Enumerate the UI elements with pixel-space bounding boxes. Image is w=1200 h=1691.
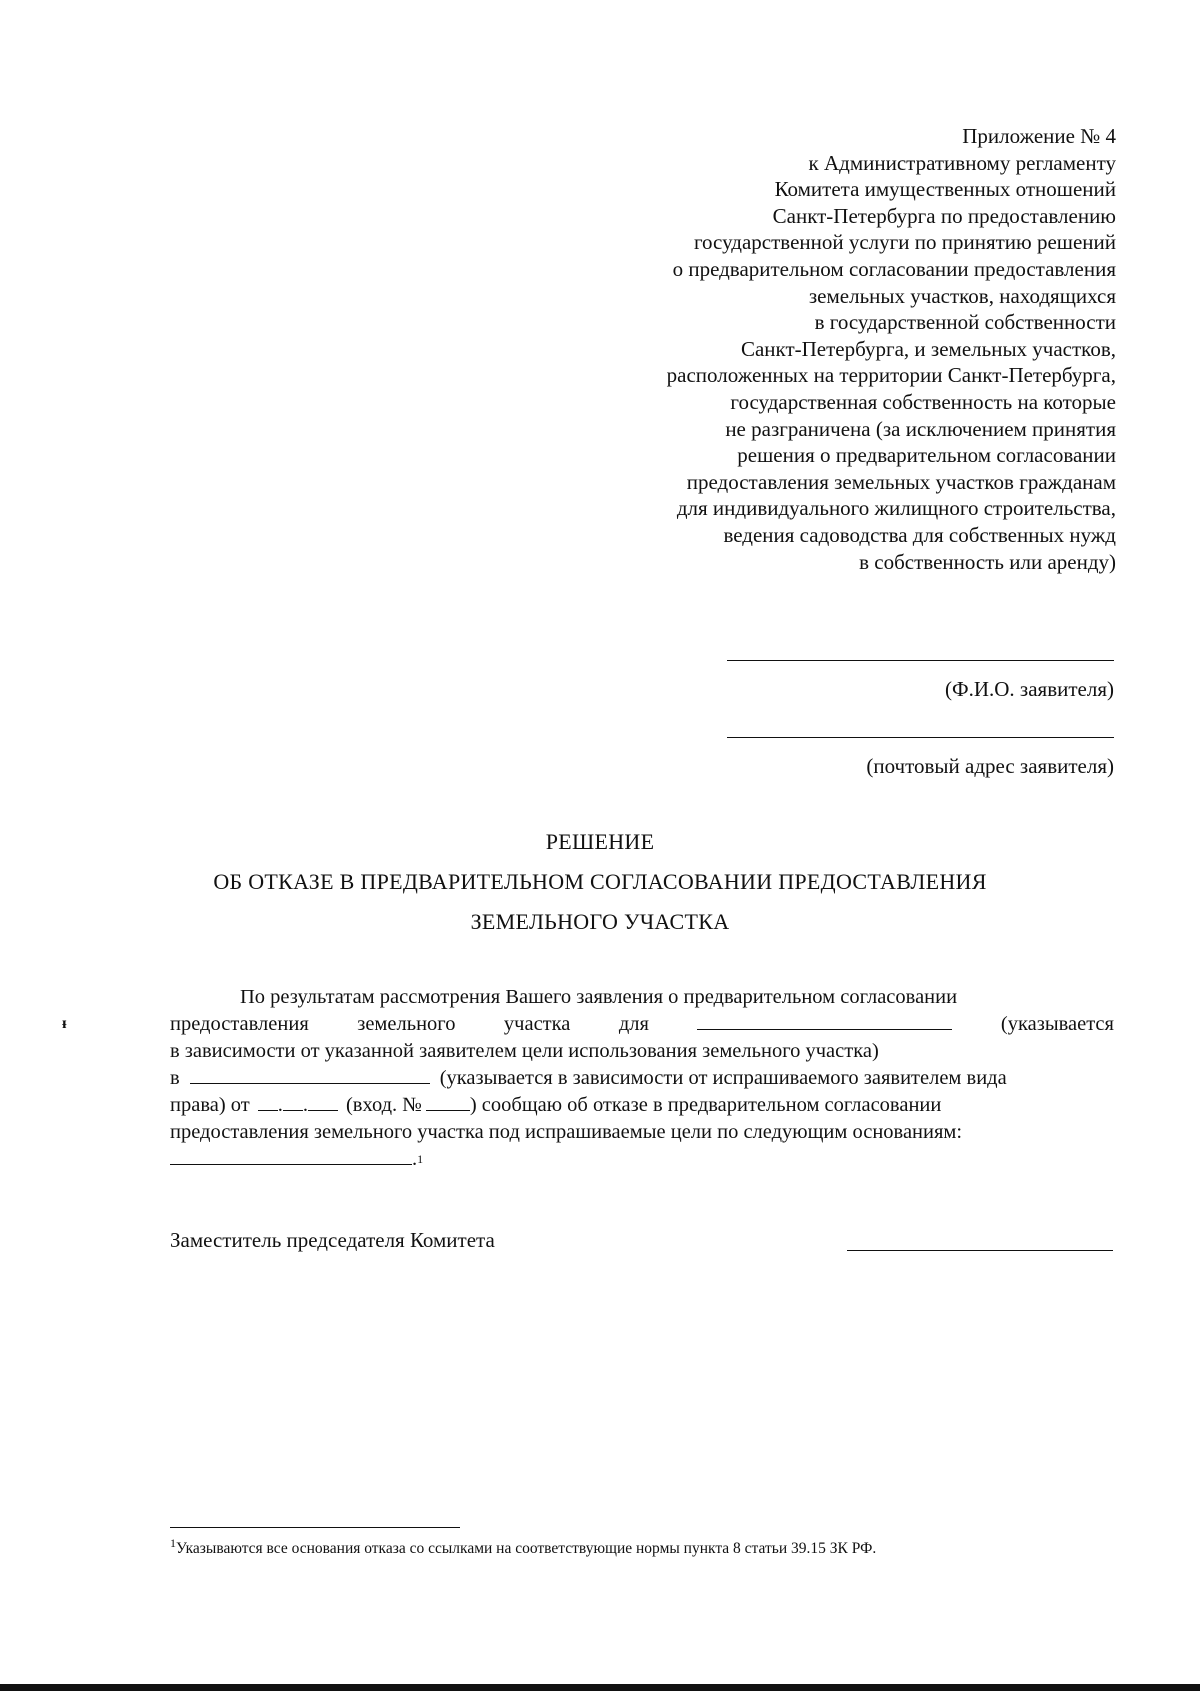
purpose-blank[interactable] [697,1011,952,1030]
appendix-line: к Административному регламенту [808,150,1116,175]
applicant-name-line[interactable] [727,660,1114,661]
page-bottom-edge [0,1684,1200,1691]
decision-body [170,984,1114,1173]
body-line: предоставления земельного участка под испрашиваемые цели по следующим основаниям: [170,1121,963,1143]
body-line: права) от . . (вход. № ) сообщаю об отказе в предварительном согласовании [170,1092,1114,1119]
appendix-line: расположенных на территории Санкт-Петербурга, [666,363,1116,388]
appendix-line: в собственность или аренду) [859,549,1116,574]
decision-subtitle: ОБ ОТКАЗЕ В ПРЕДВАРИТЕЛЬНОМ СОГЛАСОВАНИИ ПРЕДОСТАВЛЕНИЯ [213,869,987,894]
body-line: По результатам рассмотрения Вашего заявления о предварительном согласовании [240,986,958,1008]
appendix-line: Санкт-Петербурга, и земельных участков, [740,336,1116,361]
signer-title: Заместитель председателя Комитета [170,1228,495,1252]
body-line: в зависимости от указанной заявителем цели использования земельного участка) [170,1040,879,1062]
appendix-line: в государственной собственности [814,310,1116,335]
footnote-divider [170,1527,460,1528]
applicant-address-line[interactable] [727,737,1114,738]
footnote: $^1$Указываются все основания отказа со ссылками на соответствующие нормы пункта 8 статьи 39.15 ЗК РФ. [170,1536,877,1558]
signature-line[interactable] [847,1250,1113,1251]
applicant-address-caption: (почтовый адрес заявителя) [866,754,1114,778]
applicant-name-caption: (Ф.И.О. заявителя) [945,677,1114,701]
appendix-line: не разграничена (за исключением принятия [725,416,1116,441]
appendix-header [556,123,1116,575]
appendix-line: государственная собственность на которые [730,389,1116,414]
appendix-line: для индивидуального жилищного строительства, [676,496,1116,521]
incoming-number-blank[interactable] [426,1092,470,1111]
appendix-line: государственной услуги по принятию решений [693,230,1116,255]
appendix-line: ведения садоводства для собственных нужд [723,522,1116,547]
body-line: предоставления земельного участка для (указывается [170,1013,1114,1035]
appendix-line: земельных участков, находящихся [808,283,1116,308]
appendix-line: Комитета имущественных отношений [774,177,1116,202]
decision-title: РЕШЕНИЕ [545,829,655,854]
appendix-line: предоставления земельных участков гражданам [686,469,1116,494]
appendix-line: Санкт-Петербурга по предоставлению [772,203,1116,228]
grounds-blank[interactable] [170,1146,412,1165]
margin-mark: ᵻ [62,1015,67,1032]
body-line: . 1 [170,1146,1114,1173]
appendix-line: Приложение № 4 [962,124,1116,148]
decision-subtitle-2: ЗЕМЕЛЬНОГО УЧАСТКА [470,909,730,934]
right-type-blank[interactable] [190,1065,430,1084]
date-blank[interactable]: . . [258,1092,338,1119]
footnote-ref: 1 [417,1152,424,1166]
body-line: в (указывается в зависимости от испрашиваемого заявителем вида [170,1067,1007,1089]
appendix-line: о предварительном согласовании предоставления [672,256,1116,281]
appendix-line: решения о предварительном согласовании [737,443,1116,468]
